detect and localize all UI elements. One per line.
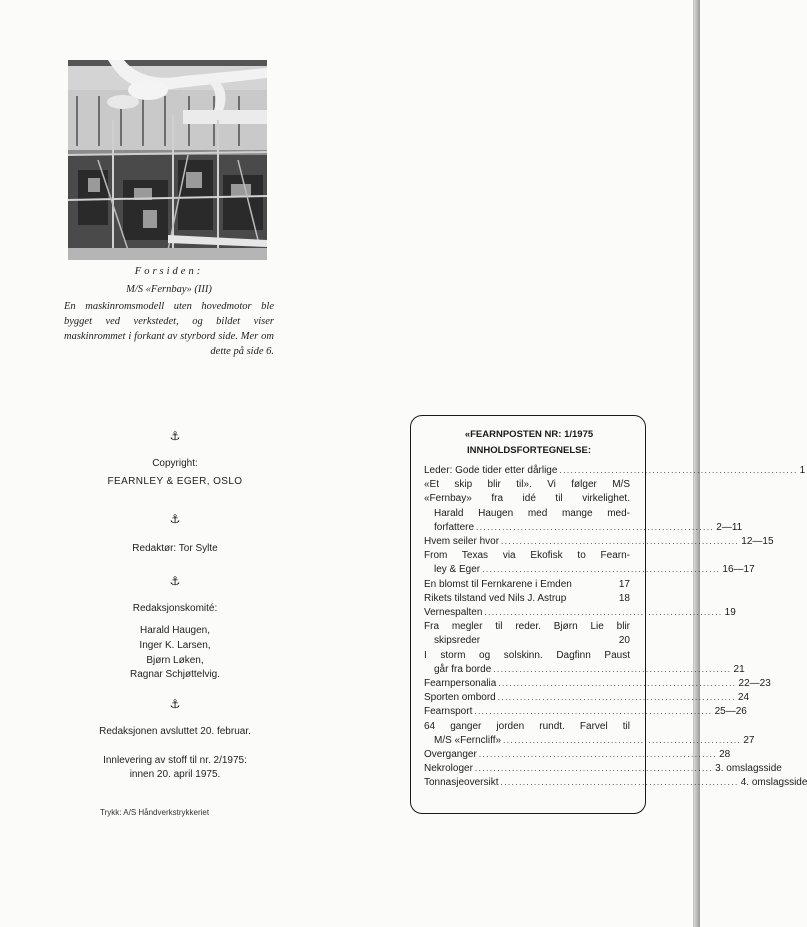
toc-entry: Fearnsport ................................................................ 25—26 bbox=[424, 705, 630, 719]
copyright-label: Copyright: bbox=[152, 458, 198, 469]
toc-entry-page: 21 bbox=[733, 663, 745, 675]
toc-entry: Nekrologer ................................................................ 3. omslagsside bbox=[424, 762, 630, 776]
engine-room-photo bbox=[68, 60, 267, 260]
toc-entry-title: Leder: Gode tider etter dårlige bbox=[424, 465, 558, 476]
toc-entry: Sporten ombord ................................................................ 24 bbox=[424, 691, 630, 705]
toc-entry-title: Fearnpersonalia bbox=[424, 678, 497, 690]
toc-entry-title: M/S «Ferncliff» bbox=[434, 734, 502, 746]
toc-entry: Vernespalten ................................................................ 19 bbox=[424, 606, 630, 620]
toc-entry-line: «Et skip blir til». Vi følger M/S bbox=[424, 479, 630, 491]
toc-entry-page: 4. omslagsside bbox=[740, 777, 807, 789]
toc-entry-page: 22—23 bbox=[738, 678, 771, 690]
toc-entry-page: 18 bbox=[618, 592, 630, 604]
toc-entry-page: 3. omslagsside bbox=[715, 763, 782, 775]
caption-title: Forsiden: bbox=[134, 266, 204, 277]
toc-entry: Leder: Gode tider etter dårlige ................................................................ 1 bbox=[424, 464, 630, 478]
toc-box bbox=[410, 415, 807, 814]
toc-list bbox=[424, 464, 807, 791]
caption-body: En maskinromsmodell uten hovedmotor ble bygget ved verkstedet, og bildet viser maskinrommet i forkant av styrbord side. Mer om dette på side 6. bbox=[64, 301, 274, 357]
caption-subtitle: M/S «Fernbay» (III) bbox=[126, 284, 212, 295]
committee-member: Harald Haugen, bbox=[139, 625, 211, 636]
committee-member: Ragnar Schjøttelvig. bbox=[129, 669, 221, 680]
toc-entry-title: En blomst til Fernkarene i Emden bbox=[424, 578, 572, 590]
toc-entry-title: Tonnasjeoversikt bbox=[424, 777, 499, 789]
toc-entry: går fra borde ................................................................ 21 bbox=[424, 663, 630, 677]
anchor-icon: ⚓ bbox=[169, 574, 181, 588]
toc-entry: ley & Eger ................................................................ 16—17 bbox=[424, 563, 630, 577]
toc-entry-page: 19 bbox=[724, 607, 736, 619]
toc-entry-title: Rikets tilstand ved Nils J. Astrup bbox=[424, 592, 567, 604]
toc-entry-page: 17 bbox=[618, 578, 630, 590]
toc-entry-page: 24 bbox=[737, 692, 750, 704]
toc-entry-title: Fearnsport bbox=[424, 706, 473, 718]
toc-entry-title: ley & Eger bbox=[434, 564, 481, 576]
toc-entry: Fearnpersonalia ................................................................ 22—23 bbox=[424, 677, 630, 691]
toc-entry-page: 16—17 bbox=[722, 564, 755, 576]
committee-member: Inger K. Larsen, bbox=[139, 640, 211, 651]
anchor-icon: ⚓ bbox=[169, 697, 181, 711]
toc-entry bbox=[424, 592, 630, 606]
toc-entry-page: 12—15 bbox=[741, 536, 774, 548]
toc-entry bbox=[424, 634, 630, 648]
toc-entry-title: Sporten ombord bbox=[424, 692, 496, 704]
toc-entry-title: Overganger bbox=[424, 749, 477, 761]
anchor-icon: ⚓ bbox=[169, 512, 181, 526]
toc-entry-line: Harald Haugen med mange med- bbox=[434, 507, 630, 519]
toc-issue: «FEARNPOSTEN NR: 1/1975 bbox=[464, 429, 594, 440]
toc-entry: forfattere ................................................................ 2—11 bbox=[424, 521, 630, 535]
deadline-closed: Redaksjonen avsluttet 20. februar. bbox=[99, 726, 251, 737]
toc-entry: M/S «Ferncliff» ................................................................ 27 bbox=[424, 734, 630, 748]
toc-entry-line: I storm og solskinn. Dagfinn Paust bbox=[424, 649, 630, 661]
printer-credit: Trykk: A/S Håndverkstrykkeriet bbox=[100, 808, 210, 817]
toc-entry-title: Nekrologer bbox=[424, 763, 473, 775]
toc-entry: Hvem seiler hvor ................................................................ 12—15 bbox=[424, 535, 630, 549]
copyright-holder: FEARNLEY & EGER, OSLO bbox=[107, 476, 243, 487]
toc-entry-page: 27 bbox=[743, 734, 755, 746]
toc-entry: Tonnasjeoversikt ................................................................ 4. omslagsside bbox=[424, 776, 630, 790]
anchor-icon: ⚓ bbox=[169, 429, 181, 443]
editor-line: Redaktør: Tor Sylte bbox=[132, 543, 218, 554]
toc-entry-line: 64 ganger jorden rundt. Farvel til bbox=[424, 720, 630, 732]
deadline-date: innen 20. april 1975. bbox=[129, 769, 221, 780]
toc-entry-title: skipsreder bbox=[434, 635, 481, 647]
toc-entry-line: From Texas via Ekofisk to Fearn- bbox=[424, 550, 630, 562]
toc-entry-page: 25—26 bbox=[714, 706, 747, 718]
toc-entry: Overganger ................................................................ 28 bbox=[424, 748, 630, 762]
toc-entry-title: går fra borde bbox=[434, 663, 492, 675]
deadline-submission: Innlevering av stoff til nr. 2/1975: bbox=[103, 755, 247, 766]
toc-entry-page: 20 bbox=[618, 635, 630, 647]
toc-entry-page: 2—11 bbox=[716, 521, 743, 533]
toc-entry bbox=[424, 578, 630, 592]
toc-entry-page: 28 bbox=[719, 749, 731, 761]
committee-member: Bjørn Løken, bbox=[146, 655, 204, 666]
toc-entry-line: «Fernbay» fra idé til virkelighet. bbox=[424, 493, 630, 505]
toc-heading: INNHOLDSFORTEGNELSE: bbox=[466, 445, 592, 456]
toc-entry-title: forfattere bbox=[434, 521, 475, 533]
toc-entry-line: Fra megler til reder. Bjørn Lie blir bbox=[424, 621, 630, 633]
cover-caption bbox=[64, 264, 274, 359]
toc-entry-title: Vernespalten bbox=[424, 607, 483, 619]
committee-label: Redaksjonskomité: bbox=[132, 603, 218, 614]
toc-entry-page: 1 bbox=[799, 465, 806, 476]
toc-entry-title: Hvem seiler hvor bbox=[424, 536, 500, 548]
